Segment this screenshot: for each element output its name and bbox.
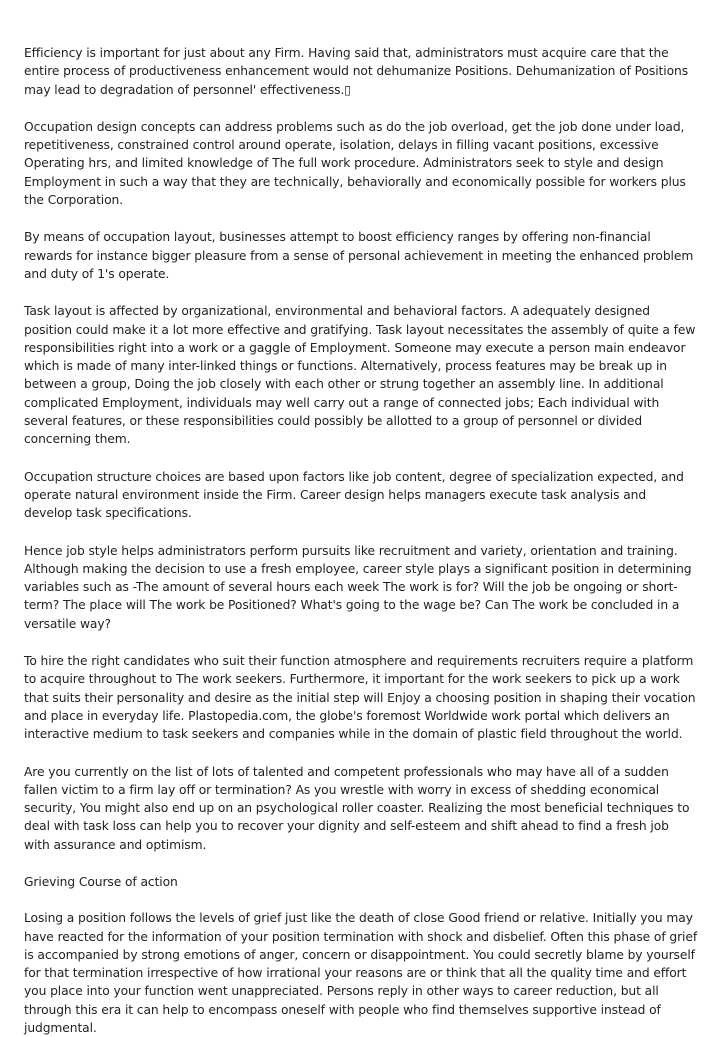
paragraph-task-layout: Task layout is affected by organizational, environmental and behavioral factors. A adequately designed position could make it a lot more effective and gratifying. Task layout necessitates the assembly of quite a few responsibilities right into a work or a gaggle of Employment. Someone may execute a person main endeavor which is made of many inter-linked things or functions. Alternatively, process features may be break up in between a group, Doing the job closely with each other or strung together an assembly line. In additional complicated Employment, individuals may well carry out a range of connected jobs; Each individual with several features, or these responsibilities could possibly be allotted to a group of personnel or divided concerning them.: [24, 304, 696, 447]
paragraph-occupation-layout: By means of occupation layout, businesses attempt to boost efficiency ranges by offering non-financial rewards for instance bigger pleasure from a sense of personal achievement in meeting the enhanced problem and duty of 1's operate.: [24, 230, 694, 281]
paragraph-structure-choices: Occupation structure choices are based upon factors like job content, degree of specialization expected, and operate natural environment inside the Firm. Career design helps managers execute task analysis and develop task specifications.: [24, 469, 684, 521]
paragraph-losing-position: Losing a position follows the levels of grief just like the death of close Good friend or relative. Initially you may have reacted for the information of your position termination with shock and disbelief. Often this phase of grief is accompanied by strong emotions of anger, concern or disappointment. You could secretly blame by yourself for that termination irrespective of how irrational your reasons are or think that all the quality time and effort you place into your function went unappreciated. Persons reply in other ways to career reduction, but all through this era it can help to encompass oneself with people who find themselves supportive instead of judgmental.: [24, 911, 698, 1036]
paragraph-talented-professionals: Are you currently on the list of lots of talented and competent professionals who may have all of a sudden fallen victim to a firm lay off or termination? As you wrestle with worry in excess of shedding economical security, You might also end up on an psychological roller coaster. Realizing the most beneficial techniques to deal with task loss can help you to recover your dignity and self-esteem and shift ahead to find a fresh job with assurance and optimism.: [24, 764, 690, 852]
paragraph-job-style: Hence job style helps administrators perform pursuits like recruitment and variety, orientation and training. Although making the decision to use a fresh employee, career style plays a significant position in determining variables such as -The amount of several hours each week The work is for? Will the job be ongoing or short-term? The place will The work be Positioned? What's going to the wage be? Can The work be concluded in a versatile way?: [24, 543, 692, 631]
paragraph-occupation-design: Occupation design concepts can address problems such as do the job overload, get the job done under load, repetitiveness, constrained control around operate, isolation, delays in filling vacant positions, excessive Operating hrs, and limited knowledge of The full work procedure. Administrators seek to style and design Employment in such a way that they are technically, behaviorally and economically possible for workers plus the Corporation.: [24, 119, 686, 208]
section-heading-grieving: Grieving Course of action: [24, 874, 178, 889]
paragraph-efficiency: Efficiency is important for just about any Firm. Having said that, administrators must acquire care that the entire process of productiveness enhancement would not dehumanize Positions. Dehumanization of Positions may lead to degradation of personnel' effectiveness.▯: [24, 46, 689, 97]
paragraph-hire-candidates: To hire the right candidates who suit their function atmosphere and requirements recruiters require a platform to acquire throughout to The work seekers. Furthermore, it important for the work seekers to pick up a work that suits their personality and desire as the initial step will Enjoy a choosing position in shaping their vocation and place in everyday life. Plastopedia.com, the globe's foremost Worldwide work portal which delivers an interactive medium to task seekers and companies while in the domain of plastic field throughout the world.: [24, 654, 696, 742]
